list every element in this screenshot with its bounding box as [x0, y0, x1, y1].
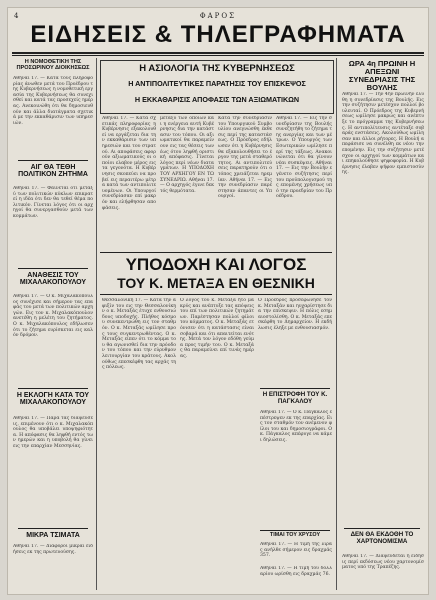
center-sub-body: Αθήναι 17. — Ο κ. Πάγκαλος επέστρεψεν εκ της επαρχίας. Εις τον σταθμόν τον ανέμενον φίλοι του και δημοσιογράφοι. Ο κ. Πάγκαλος απέφυγε να κάμει δηλώσεις.	[260, 410, 332, 443]
center-banner-line2: Η ΑΝΤΙΠΟΛΙΤΕΥΤΙΚΕΣ ΠΑΡΑΤΗΣΙΣ ΤΟΥ ΕΠΙΣΚΕΨΟΣ	[128, 79, 306, 88]
gold-prices-title: ΤΙΜΑΙ ΤΟΥ ΧΡΥΣΟΥ	[269, 532, 321, 538]
center-top-col1: Αθήναι 17. — Κατά σχετικάς πληροφορίας η Κυβέρνησις εξακολουθεί να εργάζεται δια την εκκαθάρισιν των υπηρεσιών και του στρατού. Αι αποφάσεις αφορούν αξιωματικούς οι οποίοι ελαβον μέρος εις τα γεγονότα. Η Κυβέρνησις σκοπεύει να προβεί εις περαιτέρω μέτρα κατά των αντιπολιτευομένων. Οι Υπουργοί συνεδρίασαν επί μακρόν και ελήφθησαν αποφάσεις.	[102, 116, 156, 211]
center-headline: ΥΠΟΔΟΧΗ ΚΑΙ ΛΟΓΟΣ	[125, 255, 307, 274]
center-divider	[260, 388, 330, 389]
newspaper-page	[8, 8, 428, 594]
right-article1-body: Αθήναι 17. — Την 4ην πρωινήν ελύθη η συνεδρίασις της Βουλής. Εις την συζήτησιν μετέσχον πολλοί βουλευταί. Ο Πρόεδρος της Κυβερνήσεως ωμίλησε μακρώς και ανέπτυξε το πρόγραμμα της Κυβερνήσεως. Η αντιπολίτευσις αντέταξε σοβαράς ενστάσεις. Ακολούθως ωμίλησαν και άλλοι ρήτορες. Η Βουλή απεφάσισε να συνέλθη εκ νέου την επομένην. Εις την συζήτησιν μετέσχον οι αρχηγοί των κομμάτων και επηκολούθησε ψηφοφορία. Η Κυβέρνησις έλαβεν ψήφον εμπιστοσύνης.	[342, 92, 424, 176]
left-article3-title: ΑΝΑΘΕΣΙΣ ΤΟΥ ΜΙΧΑΛΑΚΟΠΟΥΛΟΥ	[19, 272, 87, 287]
masthead-rule-thin	[12, 55, 424, 56]
center-subheadline: ΤΟΥ Κ. ΜΕΤΑΞΑ ΕΝ ΘΕΣΝΙΚΗ	[117, 275, 315, 291]
right-divider	[344, 528, 420, 529]
left-article4-title: Η ΕΚΛΟΓΗ ΚΑΤΑ ΤΟΥ ΜΙΧΑΛΑΚΟΠΟΥΛΟΥ	[16, 392, 90, 407]
gold-prices-body-2: Αθήναι 17. — Η τιμή του δολλαρίου ωρίσθη εις δραχμάς 76.	[260, 566, 332, 577]
left-divider	[18, 388, 88, 389]
column-divider-left	[96, 58, 97, 590]
gold-prices-body: Αθήναι 17. — Η τιμή της λίρας ανήλθε σήμερον εις δραχμάς 357.	[260, 542, 332, 559]
center-bottom-col2: Ο λόγος του κ. Μεταξά ήτο μακρύς και ανέπτυξε τας απόψεις του επί των πολιτικών ζητημάτων. Παρέστησαν πολλοί φίλοι του κόμματος. Ο κ. Μεταξάς ετόνισεν ότι η κατάστασις είναι σοβαρά και ότι απαιτείται ενότης. Μετά τον λόγον εδόθη γεύμα προς τιμήν του. Ο κ. Μεταξάς θα παραμείνει επί τινάς ημέρας.	[180, 298, 254, 359]
masthead: ΕΙΔΗΣΕΙΣ & ΤΗΛΕΓΡΑΦΗΜΑΤΑ	[30, 21, 406, 48]
left-article4-body: Αθήναι 17. — Παρά τας διαψεύσεις, επιμένουν ότι ο κ. Μιχαλακόπουλος θα υποβάλει υποψηφιότητα. Η απόφασις θα ληφθή εντός των ημερών και η υποβολή θα γίνει εις την επαρχίαν Μεσσηνίας.	[13, 416, 93, 449]
center-bottom-col3: Ο Πρόεδρος προσεφώνησε τον κ. Μεταξάν και ηυχαρίστησε δια την επίσκεψιν. Η πόλις εσημαιοστολίσθη. Ο κ. Μεταξάς επεσκέφθη το Δημαρχείον. Η εκδήλωσις έληξε με ενθουσιασμόν.	[258, 298, 332, 331]
left-article2-body: Αθήναι 17. — Φαίνεται ότι μεταξύ των πολιτικών κύκλων επικρατεί η ιδέα ότι δεν θα τεθεί θέμα πολιτικόν. Γίνεται λόγος ότι οι αρχηγοί θα συνεργασθούν μετά των κομμάτων.	[13, 186, 93, 219]
center-sub-title: Η ΕΠΙΣΤΡΟΦΗ ΤΟΥ Κ. ΠΑΓΚΑΛΟΥ	[262, 391, 328, 405]
center-divider	[100, 252, 332, 253]
left-divider	[18, 528, 88, 529]
left-article3-body: Αθήναι 17. — Ο κ. Μιχαλακόπουλος συνέχισε και σήμερον τας επαφάς του μετά των πολιτικών αρχηγών. Εις τον κ. Μιχαλακόπουλον ανετέθη η μελέτη του ζητήματος. Ο κ. Μιχαλακόπουλος εδήλωσεν ότι το ζήτημα ευρίσκεται εις καλόν δρόμον.	[13, 294, 93, 339]
left-divider	[18, 268, 88, 269]
right-article2-title: ΔΕΝ ΘΑ ΕΚΔΟΘΗ ΤΟ ΧΑΡΤΟΝΟΜΙΣΜΑ	[350, 531, 414, 545]
right-article1-title: ΩΡΑ 4η ΠΡΩΙΝΗ Η ΑΠΕΞΩΝΙ ΣΥΝΕΔΡΙΑΣΙΣ ΤΗΣ ΒΟΥΛΗΣ	[348, 59, 416, 92]
center-divider	[260, 530, 330, 531]
page-number: 4	[14, 12, 19, 20]
left-article1-body: Αθήναι 17. — Κατά τους πληροφορίας άνωθεν μετά του Προέδρου της Κυβερνήσεως η νομοθετική εργασία της Κυβερνήσεως θα συνεχισθεί και κατά τας προσεχείς ημέρας. Ανεκοινώθη ότι θα δημοσιευθούν και άλλα διατάγματα σχετικά με την εκκαθάρισιν των υπηρεσιών.	[13, 76, 93, 126]
right-article2-body: Αθήναι 17. — Διαψεύδεται η είδησις περί εκδόσεως νέου χαρτονομίσματος υπό της Τραπέζης.	[342, 554, 424, 571]
newspaper-name: ΦΑΡΟΣ	[199, 12, 237, 20]
left-article5-title: ΜΙΚΡΑ ΤΣΙΜΑΤΑ	[26, 532, 80, 539]
center-bottom-col1: Θεσσαλονίκη 17. — Κατά την αφιξίν του εις την Θεσσαλονίκην ο κ. Μεταξάς έτυχε ενθουσιώδους υποδοχής. Πλήθος κόσμου συνεκεντρώθη εις τον σταθμόν. Ο κ. Μεταξάς ωμίλησε προς τους συγκεντρωθέντας. Ο κ. Μεταξάς είπεν ότι το κόμμα του θα αγωνισθεί δια την πρόοδον του τόπου και την εύρυθμον λειτουργίαν του κράτους. Ακολούθως επεσκέφθη τας αρχάς της πόλεως.	[102, 298, 176, 371]
center-top-col4: Αθήναι 17. — Εις την συνεδρίασιν της Βουλής συνεζητήθη το ζήτημα της ανεργίας και των μέτρων. Ο Υπουργός των Εσωτερικών ωμίλησε περί της τάξεως. Ανακοινώνεται ότι θα γίνουν νέαι συσκέψεις. Αθήναι 17. — Εις την Βουλήν εγένετο συζήτησις περί του προϋπολογισμού της επομένης χρήσεως υπό την προεδρίαν του Προέδρου.	[276, 116, 332, 200]
column-divider-right	[336, 58, 337, 590]
center-banner-line1: Η ΑΣΙΟΛΟΓΙΑ ΤΗΣ ΚΥΒΕΡΝΗΣΕΩΣ	[139, 63, 295, 74]
center-top-col2: μεταξύ των οποίων και η ενέργεια αυτή Κυβέρνησις δια την κατάστασιν του τόπου. Οι αξιωματικοί θα παραμείνουν εις τας θέσεις των έως ότου ληφθή οριστική απόφασις. Γίνεται λόγος περί νέων διαταγμάτων. Η ΥΠΟΔΟΧΗ ΤΟΥ ΑΡΧΗΓΟΥ ΕΝ ΤΩ ΣΥΝΕΔΡΙΩ. Αθήναι 17. — Ο αρχηγός έγινε δεκτός θερμότατα.	[160, 116, 214, 194]
center-top-col3: Κατά την συνεδρίασιν του Υπουργικού Συμβουλίου ανεγνώσθη έκθεσις περί της καταστάσεως. Ο Πρόεδρος εδήλωσεν ότι η Κυβέρνησις θα εξακολουθήσει το έργον της μετά σταθερότητος. Αι αντιπολιτεύσεις παρατηρούν ότι ο τόπος χρειάζεται ηρεμίαν. Αθήναι 17. — Εις την συνεδρίασιν παρέστησαν άπαντες οι Υπουργοί.	[218, 116, 272, 200]
center-divider	[100, 294, 332, 295]
left-article2-title: ΑΙΓ ΘΑ ΤΕΘΗ ΠΟΛΙΤΙΚΟΝ ΖΗΤΗΜΑ	[18, 164, 88, 179]
masthead-rule	[12, 52, 424, 54]
center-banner-line3: Η ΕΚΚΑΘΑΡΙΣΙΣ ΑΠΟΦΑΣΙΣ ΤΩΝ ΑΞΙΩΜΑΤΙΚΩΝ	[134, 95, 300, 104]
left-divider	[18, 160, 88, 161]
left-article1-title: Η ΝΟΜΟΘΕΤΙΚΗ ΤΗΣ ΠΡΟΣΩΡΙΝΟΥ ΔΙΟΙΚΗΣΕΩΣ	[16, 59, 90, 71]
center-top-banner	[100, 60, 334, 114]
left-article5-body: Αθήναι 17. — Διάφοροι μικραί ειδήσεις εκ της πρωτευούσης.	[13, 544, 93, 555]
